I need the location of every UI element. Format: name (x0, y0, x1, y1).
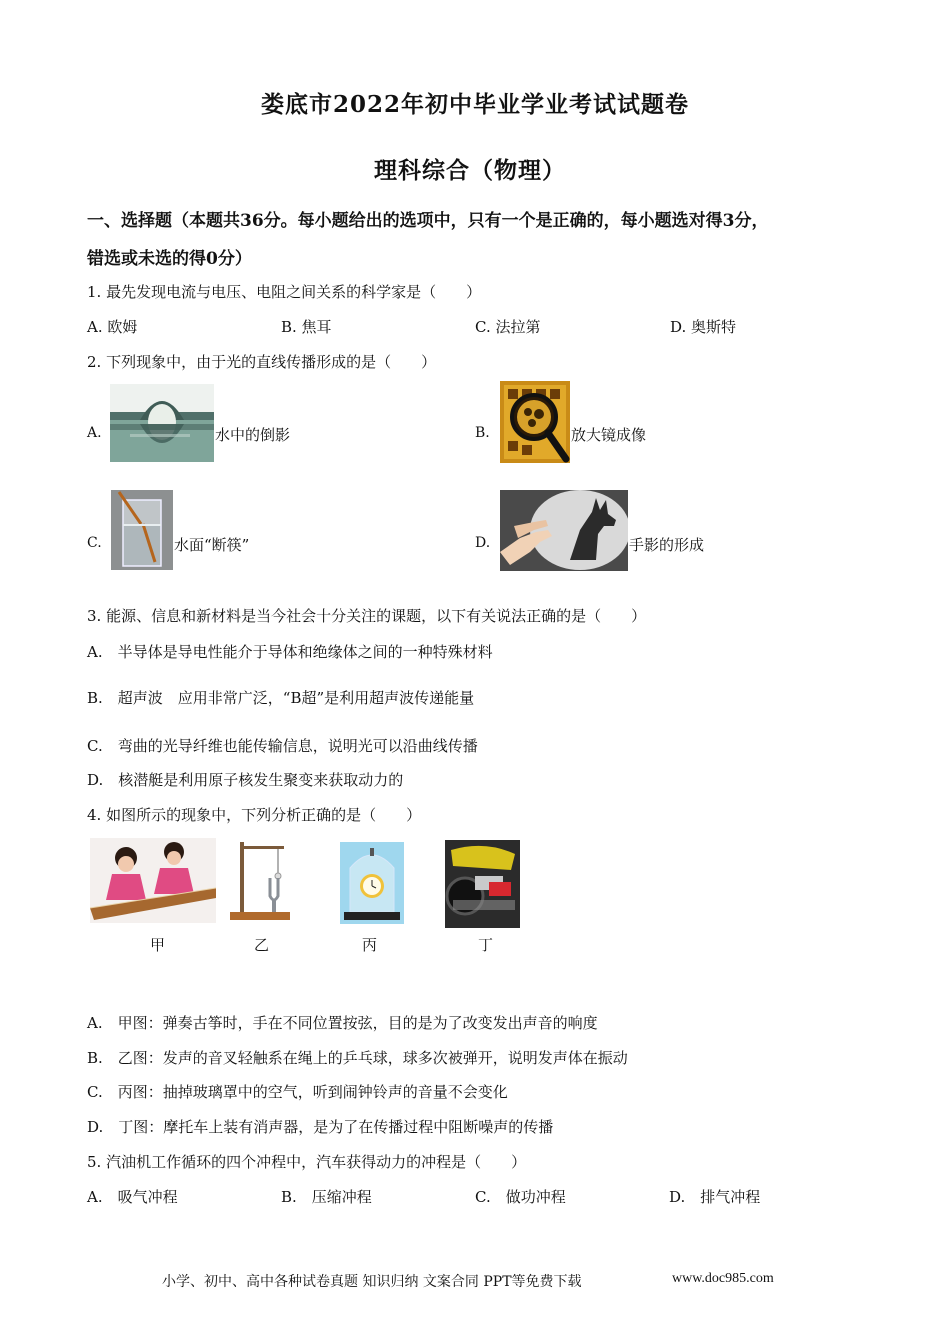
hand-shadow-photo (500, 490, 628, 571)
q4-option-a: A. 甲图：弹奏古筝时，手在不同位置按弦，目的是为了改变发出声音的响度 (87, 1014, 598, 1032)
q2-option-a-letter: A. (87, 425, 102, 441)
section-heading-line1: 一、选择题（本题共36分。每小题给出的选项中，只有一个是正确的，每小题选对得3分， (87, 211, 769, 231)
q1-option-b: B. 焦耳 (281, 318, 332, 336)
q4-option-c: C. 丙图：抽掉玻璃罩中的空气，听到闹钟铃声的音量不会变化 (87, 1083, 508, 1101)
section-heading-line2: 错选或未选的得0分） (87, 249, 252, 269)
q2-option-c-caption: 水面“断筷” (174, 536, 250, 554)
q1-option-c: C. 法拉第 (475, 318, 541, 336)
q3-stem: 3. 能源、信息和新材料是当今社会十分关注的课题，以下有关说法正确的是（ ） (87, 607, 647, 625)
q3-option-c: C. 弯曲的光导纤维也能传输信息，说明光可以沿曲线传播 (87, 737, 478, 755)
q4-stem: 4. 如图所示的现象中，下列分析正确的是（ ） (87, 806, 422, 824)
chopstick-in-water-photo (111, 490, 173, 570)
page-subtitle: 理科综合（物理） (374, 157, 566, 184)
figure-label-jia: 甲 (150, 936, 166, 954)
figure-label-yi: 乙 (254, 936, 270, 954)
figure-label-ding: 丁 (478, 936, 494, 954)
q2-option-a-caption: 水中的倒影 (215, 426, 291, 444)
q2-stem: 2. 下列现象中，由于光的直线传播形成的是（ ） (87, 353, 437, 371)
q2-option-b-caption: 放大镜成像 (571, 426, 647, 444)
bridge-reflection-photo (110, 384, 214, 462)
q5-option-c: C. 做功冲程 (475, 1188, 566, 1206)
motorcycle-muffler-photo (445, 840, 520, 928)
q2-option-b-letter: B. (475, 425, 490, 441)
guzheng-photo (90, 838, 216, 923)
q2-option-d-caption: 手影的形成 (629, 536, 705, 554)
q1-stem: 1. 最先发现电流与电压、电阻之间关系的科学家是（ ） (87, 283, 482, 301)
q2-option-c-letter: C. (87, 535, 102, 551)
footer-text: 小学、初中、高中各种试卷真题 知识归纳 文案合同 PPT等免费下载 (162, 1274, 582, 1290)
q5-option-b: B. 压缩冲程 (281, 1188, 372, 1206)
q1-option-a: A. 欧姆 (87, 318, 138, 336)
magnifier-stamp-photo (500, 381, 570, 463)
q1-option-d: D. 奥斯特 (670, 318, 737, 336)
q2-option-d-letter: D. (475, 535, 491, 551)
q3-option-d: D. 核潜艇是利用原子核发生聚变来获取动力的 (87, 771, 404, 789)
bell-jar-clock-photo (340, 842, 404, 924)
q4-option-b: B. 乙图：发声的音叉轻触系在绳上的乒乓球，球多次被弹开，说明发声体在振动 (87, 1049, 628, 1067)
q4-option-d: D. 丁图：摩托车上装有消声器，是为了在传播过程中阻断噪声的传播 (87, 1118, 554, 1136)
tuning-fork-photo (226, 838, 298, 924)
q5-option-d: D. 排气冲程 (669, 1188, 761, 1206)
page-title: 娄底市2022年初中毕业学业考试试题卷 (260, 91, 689, 118)
q3-option-b: B. 超声波 应用非常广泛，“B超”是利用超声波传递能量 (87, 689, 475, 707)
footer-link[interactable]: www.doc985.com (672, 1271, 774, 1286)
q5-stem: 5. 汽油机工作循环的四个冲程中，汽车获得动力的冲程是（ ） (87, 1153, 527, 1171)
q3-option-a: A. 半导体是导电性能介于导体和绝缘体之间的一种特殊材料 (87, 643, 493, 661)
figure-label-bing: 丙 (362, 936, 378, 954)
q5-option-a: A. 吸气冲程 (87, 1188, 178, 1206)
